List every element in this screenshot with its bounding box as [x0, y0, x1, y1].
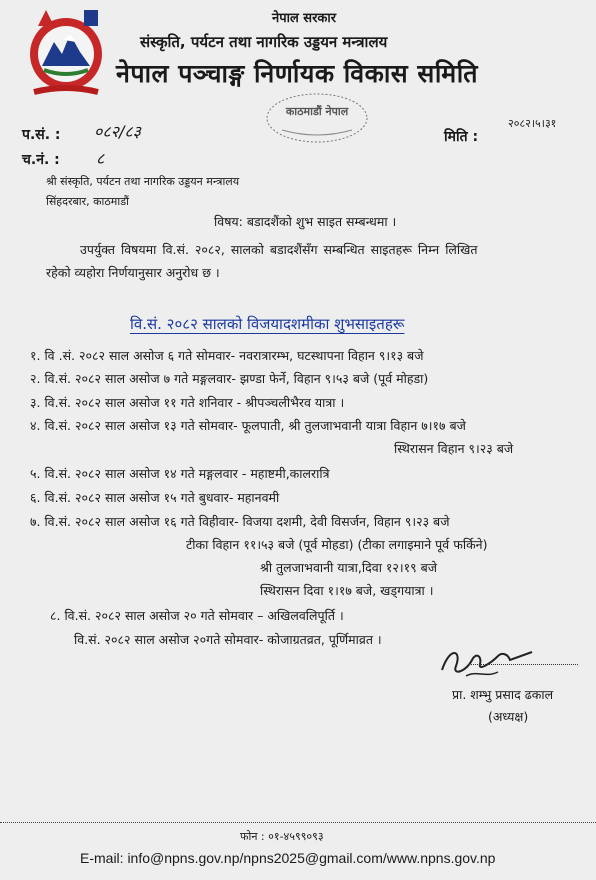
- top-date: २०८२।५।३१: [508, 117, 557, 130]
- government-label: नेपाल सरकार: [272, 11, 337, 26]
- body-line-2: रहेको व्यहोरा निर्णयानुसार अनुरोध छ ।: [46, 265, 220, 280]
- stamp-text: काठमाडौं नेपाल: [285, 105, 349, 118]
- list-item: ६. वि.सं. २०८२ साल असोज १५ गते बुधवार- महानवमी: [30, 490, 280, 505]
- recipient-line-2: सिंहदरबार, काठमाडौं: [46, 195, 129, 208]
- nepal-emblem-icon: [24, 6, 108, 98]
- schedule-heading: वि.सं. २०८२ सालको विजयादशमीका शुभसाइतहरू: [130, 315, 405, 333]
- list-item-continuation: टीका विहान ११।५३ बजे (पूर्व मोहडा) (टीका लगाइमाने पूर्व फर्किने): [186, 537, 488, 552]
- list-item: ४. वि.सं. २०८२ साल असोज १३ गते सोमवार- फूलपाती, श्री तुलजाभवानी यात्रा विहान ७।१७ बजे: [30, 418, 466, 433]
- ps-value: ०८२/८३: [94, 122, 141, 141]
- signer-role: (अध्यक्ष): [488, 709, 529, 724]
- list-item: ५. वि.सं. २०८२ साल असोज १४ गते मङ्गलवार - महाष्टमी,कालरात्रि: [30, 466, 330, 481]
- ps-label: प.सं. :: [22, 127, 61, 143]
- footer-divider: [0, 822, 596, 823]
- list-item: ८. वि.सं. २०८२ साल असोज २० गते सोमवार – अखिलवलिपूर्ति ।: [50, 608, 344, 623]
- office-stamp: [262, 90, 372, 148]
- list-item: २. वि.सं. २०८२ साल असोज ७ गते मङ्गलवार- झण्डा फेर्ने, विहान ९।५३ बजे (पूर्व मोहडा): [30, 371, 429, 386]
- handwritten-signature: [436, 640, 536, 684]
- list-item: १. वि .सं. २०८२ साल असोज ६ गते सोमवार- नवरात्रारम्भ, घटस्थापना विहान ९।१३ बजे: [30, 348, 424, 363]
- footer-phone: फोन : ०१-४५९९०९३: [240, 830, 324, 843]
- signer-name: प्रा. शम्भु प्रसाद ढकाल: [452, 687, 554, 702]
- organization-title: नेपाल पञ्चाङ्ग निर्णायक विकास समिति: [116, 59, 478, 88]
- footer-email: E-mail: info@npns.gov.np/npns2025@gmail.com/www.npns.gov.np: [80, 850, 496, 866]
- subject-line: विषय: बडादशैंको शुभ साइत सम्बन्धमा ।: [214, 214, 397, 229]
- cn-value: ८: [96, 149, 105, 168]
- list-item: ७. वि.सं. २०८२ साल असोज १६ गते विहीवार- विजया दशमी, देवी विसर्जन, विहान ९।२३ बजे: [30, 514, 450, 529]
- signature-line: [468, 664, 578, 665]
- recipient-line-1: श्री संस्कृति, पर्यटन तथा नागरिक उड्डयन मन्त्रालय: [46, 175, 240, 188]
- list-item: ३. वि.सं. २०८२ साल असोज ११ गते शनिवार - श्रीपञ्चलीभैरव यात्रा ।: [30, 395, 345, 410]
- cn-label: च.नं. :: [22, 152, 60, 168]
- body-line-1: उपर्युक्त विषयमा वि.सं. २०८२, सालको बडादशैंसँग सम्बन्धित साइतहरू निम्न लिखित: [80, 242, 478, 257]
- miti-label: मिति :: [444, 129, 479, 145]
- ministry-name: संस्कृति, पर्यटन तथा नागरिक उड्डयन मन्त्रालय: [140, 33, 388, 51]
- list-item: वि.सं. २०८२ साल असोज २०गते सोमवार- कोजाग्रतव्रत, पूर्णिमाव्रत ।: [74, 632, 382, 647]
- list-item-continuation: श्री तुलजाभवानी यात्रा,दिवा १२।१९ बजे: [260, 560, 438, 575]
- list-item-continuation: स्थिरासन दिवा १।१७ बजे, खड्गयात्रा ।: [260, 583, 434, 598]
- list-item-continuation: स्थिरासन विहान ९।२३ बजे: [394, 441, 514, 456]
